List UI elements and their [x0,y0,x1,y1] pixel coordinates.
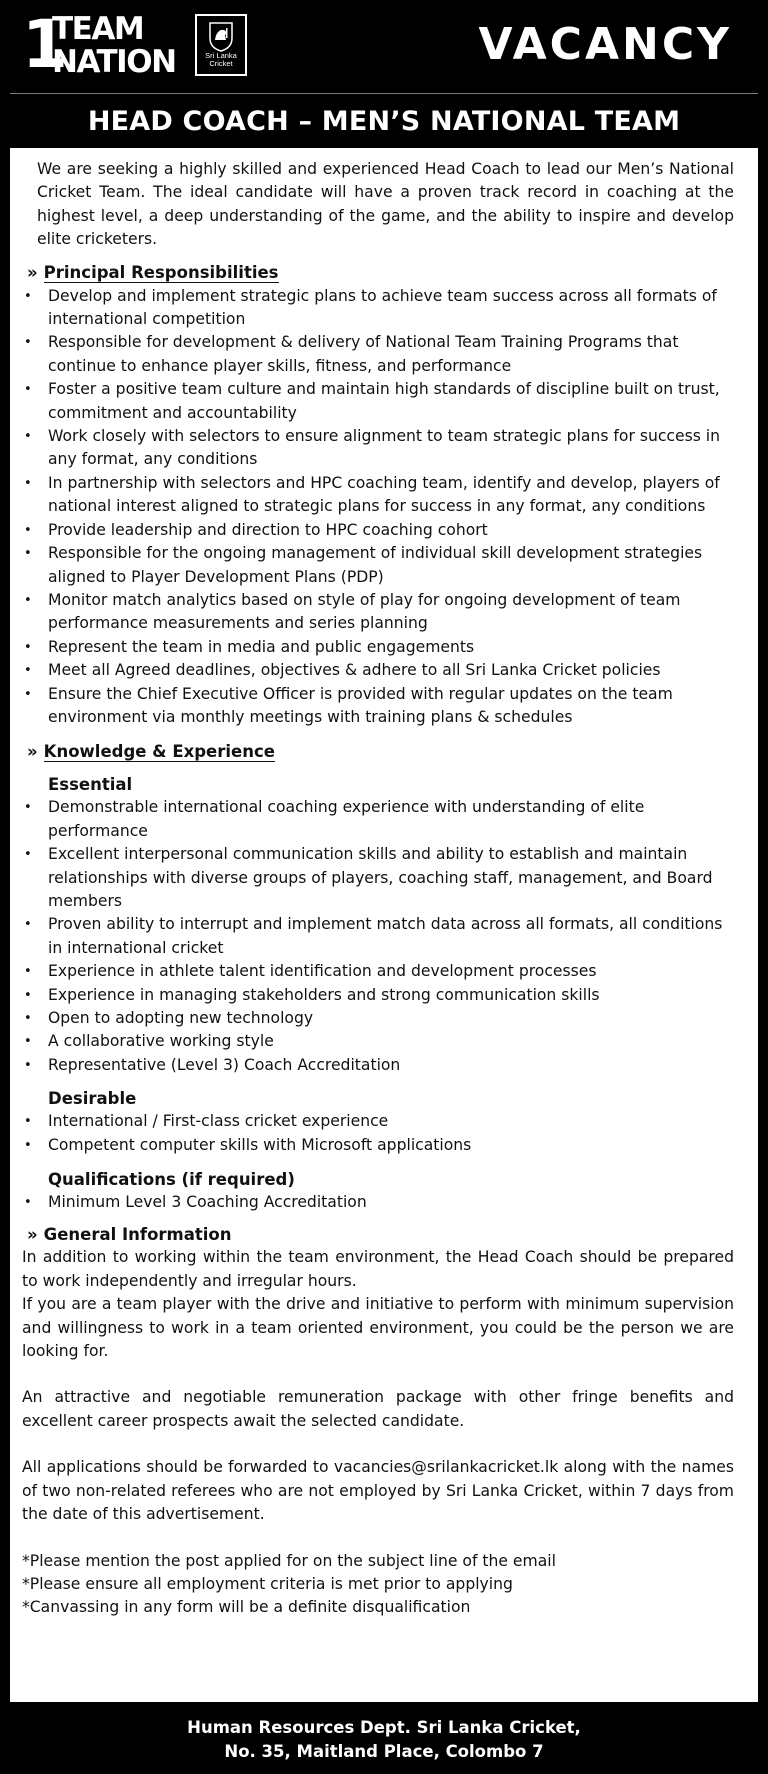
list-item: • Work closely with selectors to ensure alignment to team strategic plans for success in any format, any conditions [22,425,734,472]
list-item: • Open to adopting new technology [22,1007,734,1030]
list-item: • Provide leadership and direction to HPC coaching cohort [22,519,734,542]
double-chevron-icon: » [27,742,38,762]
desirable-list [22,1110,734,1157]
essential-list [22,796,734,1077]
list-item: • Minimum Level 3 Coaching Accreditation [22,1191,734,1214]
list-item: • Representative (Level 3) Coach Accreditation [22,1054,734,1077]
section-heading-general [27,1223,734,1246]
intro-paragraph: We are seeking a highly skilled and experienced Head Coach to lead our Men’s National Cricket Team. The ideal candidate will have a proven track record in coaching at the highest level, a deep understanding of the game, and the ability to inspire and develop elite cricketers. [37,160,734,249]
subheading-desirable: Desirable [48,1089,137,1109]
list-item: • Meet all Agreed deadlines, objectives & adhere to all Sri Lanka Cricket policies [22,659,734,682]
section-heading-text: General Information [43,1225,232,1245]
general-paragraph: In addition to working within the team environment, the Head Coach should be prepared to work independently and irregular hours. [22,1248,734,1290]
vacancy-label: VACANCY [478,19,732,70]
general-paragraph: An attractive and negotiable remuneration package with other fringe benefits and excellent career prospects await the selected candidate. [22,1388,734,1430]
list-item: • Represent the team in media and public engagements [22,636,734,659]
advertisement-body [10,148,758,1702]
list-item: • In partnership with selectors and HPC coaching team, identify and develop, players of national interest aligned to strategic plans for success in any format, any conditions [22,472,734,519]
section-heading-text: Knowledge & Experience [43,742,275,762]
list-item: • A collaborative working style [22,1030,734,1053]
list-item: • Experience in athlete talent identification and development processes [22,960,734,983]
qualifications-list [22,1191,734,1214]
note-line: *Please ensure all employment criteria is met prior to applying [22,1574,513,1593]
list-item: • Experience in managing stakeholders and strong communication skills [22,984,734,1007]
sri-lanka-cricket-crest [195,14,247,76]
list-item: • International / First-class cricket experience [22,1110,734,1133]
list-item: • Monitor match analytics based on style of play for ongoing development of team performance measurements and series planning [22,589,734,636]
team-nation-logo [22,6,247,83]
list-item: • Demonstrable international coaching experience with understanding of elite performance [22,796,734,843]
logo-word-team: TEAM [52,11,144,47]
notes [22,1550,734,1620]
list-item: • Excellent interpersonal communication skills and ability to establish and maintain relationships with diverse groups of players, coaching staff, management, and Board members [22,843,734,913]
footer-line-2: No. 35, Maitland Place, Colombo 7 [224,1742,544,1761]
list-item: • Foster a positive team culture and maintain high standards of discipline built on trust, commitment and accountability [22,378,734,425]
list-item: • Responsible for development & delivery of National Team Training Programs that continue to enhance player skills, fitness, and performance [22,331,734,378]
list-item: • Competent computer skills with Microsoft applications [22,1134,734,1157]
lion-crest-icon [206,20,236,52]
footer-address [0,1705,768,1774]
list-item: • Ensure the Chief Executive Officer is provided with regular updates on the team environment via monthly meetings with training plans & schedules [22,683,734,730]
list-item: • Develop and implement strategic plans to achieve team success across all formats of international competition [22,285,734,332]
section-heading-knowledge [27,740,734,763]
general-paragraph: If you are a team player with the drive and initiative to perform with minimum supervision and willingness to work in a team oriented environment, you could be the person we are looking for. [22,1295,734,1361]
double-chevron-icon: » [27,1225,38,1245]
header-divider [10,93,758,94]
application-paragraph: All applications should be forwarded to vacancies@srilankacricket.lk along with the names of two non-related referees who are not employed by Sri Lanka Cricket, within 7 days from the date of this advertisement. [22,1458,734,1524]
subheading-qualifications: Qualifications (if required) [48,1170,295,1190]
crest-text [197,52,245,68]
logo-wordmark [52,13,176,79]
logo-numeral: 1 [22,6,65,83]
list-item: • Proven ability to interrupt and implement match data across all formats, all conditions in international cricket [22,913,734,960]
note-line: *Canvassing in any form will be a definite disqualification [22,1598,471,1617]
logo-word-nation: NATION [52,44,176,80]
responsibilities-list [22,285,734,730]
crest-line-1: Sri Lanka [205,51,237,60]
section-heading-responsibilities [27,261,734,284]
job-title: HEAD COACH – MEN’S NATIONAL TEAM [87,106,681,137]
subheading-essential: Essential [48,775,133,795]
footer-line-1: Human Resources Dept. Sri Lanka Cricket, [187,1718,581,1737]
note-line: *Please mention the post applied for on the subject line of the email [22,1551,556,1570]
list-item: • Responsible for the ongoing management of individual skill development strategies aligned to Player Development Plans (PDP) [22,542,734,589]
crest-line-2: Cricket [209,59,233,68]
double-chevron-icon: » [27,262,38,282]
header-bar [0,0,768,90]
section-heading-text: Principal Responsibilities [43,262,279,282]
